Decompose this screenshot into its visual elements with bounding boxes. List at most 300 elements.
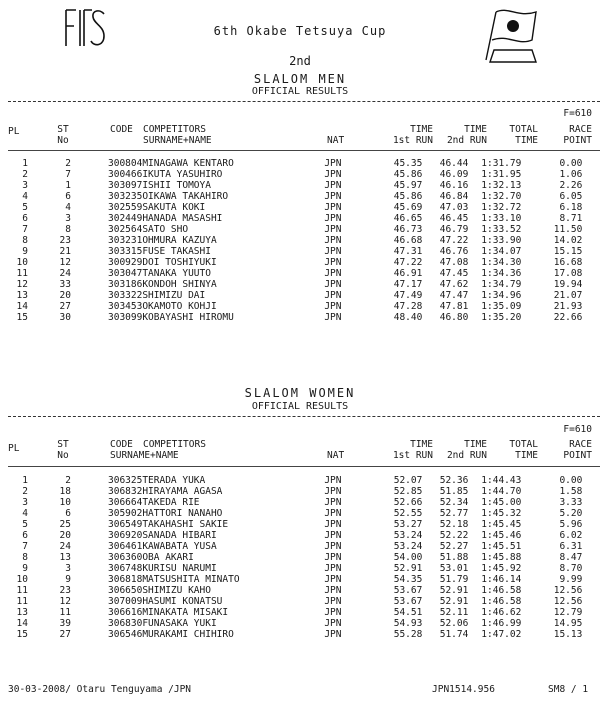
race-points: 8.70 — [559, 563, 583, 574]
table-row — [0, 202, 582, 213]
nation: JPN — [324, 541, 342, 552]
table-row — [0, 279, 582, 290]
competitor-name: OHMURA KAZUYA — [142, 235, 217, 246]
start-number: 8 — [65, 224, 71, 235]
nation: JPN — [324, 257, 342, 268]
place: 4 — [22, 191, 28, 202]
race-points: 3.33 — [559, 497, 583, 508]
run1-time: 52.66 — [393, 497, 423, 508]
spacer — [71, 497, 108, 508]
run1-time: 45.86 — [393, 191, 423, 202]
run2-time: 52.22 — [439, 530, 469, 541]
total-time: 1:33.52 — [481, 224, 522, 235]
footer-date-venue: 30-03-2008/ Otaru Tenguyama /JPN — [8, 684, 192, 695]
total-time: 1:34.30 — [481, 257, 522, 268]
table-row — [0, 618, 582, 629]
nation: JPN — [324, 246, 342, 257]
fis-code: 303097 — [108, 180, 143, 191]
women-section-title: SLALOM WOMEN — [244, 386, 356, 400]
nation: JPN — [324, 475, 342, 486]
place: 5 — [22, 202, 28, 213]
start-number: 20 — [59, 530, 71, 541]
start-number: 13 — [59, 552, 71, 563]
place: 12 — [16, 279, 28, 290]
women-col-point: POINT — [563, 450, 592, 461]
fis-code: 303453 — [108, 301, 143, 312]
fis-code: 302564 — [108, 224, 143, 235]
start-number: 6 — [65, 508, 71, 519]
run2-time: 46.84 — [439, 191, 469, 202]
place: 15 — [16, 312, 28, 323]
competitor-name: KOBAYASHI HIROMU — [142, 312, 234, 323]
fis-code: 306830 — [108, 618, 143, 629]
run2-time: 46.76 — [439, 246, 469, 257]
nation: JPN — [324, 224, 342, 235]
fis-code: 300929 — [108, 257, 143, 268]
run2-time: 51.79 — [439, 574, 469, 585]
men-col-competitors: COMPETITORS — [143, 124, 206, 135]
place: 7 — [22, 224, 28, 235]
start-number: 25 — [59, 519, 71, 530]
total-time: 1:46.58 — [481, 585, 522, 596]
competitor-name: SHIMIZU DAI — [142, 290, 206, 301]
competitor-name: ISHII TOMOYA — [142, 180, 211, 191]
women-top-rule — [8, 416, 600, 417]
men-col-race: RACE — [569, 124, 592, 135]
spacer — [71, 213, 108, 224]
women-col-st: ST — [57, 439, 69, 450]
start-number: 18 — [59, 486, 71, 497]
table-row — [0, 519, 582, 530]
men-col-st-no: No — [57, 135, 69, 146]
men-col-point: POINT — [563, 135, 592, 146]
run1-time: 47.31 — [393, 246, 423, 257]
spacer — [71, 180, 108, 191]
nation: JPN — [324, 235, 342, 246]
table-row — [0, 585, 582, 596]
race-points: 8.47 — [559, 552, 583, 563]
nation: JPN — [324, 629, 342, 640]
place: 9 — [22, 246, 28, 257]
run2-time: 52.36 — [439, 475, 469, 486]
nation: JPN — [324, 213, 342, 224]
place: 2 — [22, 169, 28, 180]
total-time: 1:45.92 — [481, 563, 522, 574]
table-row — [0, 169, 582, 180]
run2-time: 46.16 — [439, 180, 469, 191]
competitor-name: MINAKATA MISAKI — [142, 607, 229, 618]
run2-time: 46.80 — [439, 312, 469, 323]
women-col-race: RACE — [569, 439, 592, 450]
place: 14 — [16, 618, 28, 629]
race-points: 9.99 — [559, 574, 583, 585]
fis-code: 303235 — [108, 191, 143, 202]
race-points: 14.95 — [553, 618, 583, 629]
start-number: 23 — [59, 585, 71, 596]
run2-time: 47.62 — [439, 279, 469, 290]
men-col-code: CODE — [110, 124, 133, 135]
competitor-name: MURAKAMI CHIHIRO — [142, 629, 234, 640]
nation: JPN — [324, 552, 342, 563]
place: 11 — [16, 268, 28, 279]
race-points: 15.13 — [553, 629, 583, 640]
nation: JPN — [324, 191, 342, 202]
run2-time: 52.11 — [439, 607, 469, 618]
race-points: 1.58 — [559, 486, 583, 497]
table-row — [0, 213, 582, 224]
competitor-name: TAKAHASHI SAKIE — [142, 519, 229, 530]
spacer — [71, 574, 108, 585]
run2-time: 51.85 — [439, 486, 469, 497]
total-time: 1:35.20 — [481, 312, 522, 323]
table-row — [0, 596, 582, 607]
race-points: 6.18 — [559, 202, 583, 213]
total-time: 1:45.45 — [481, 519, 522, 530]
run1-time: 45.97 — [393, 180, 423, 191]
spacer — [71, 486, 108, 497]
run2-time: 47.47 — [439, 290, 469, 301]
table-row — [0, 191, 582, 202]
race-points: 8.71 — [559, 213, 583, 224]
place: 4 — [22, 508, 28, 519]
women-col-st-no: No — [57, 450, 69, 461]
start-number: 7 — [65, 169, 71, 180]
place: 1 — [22, 158, 28, 169]
run1-time: 46.91 — [393, 268, 423, 279]
total-time: 1:46.14 — [481, 574, 522, 585]
women-col-time1: TIME — [410, 439, 433, 450]
start-number: 2 — [65, 158, 71, 169]
fis-code: 303186 — [108, 279, 143, 290]
start-number: 3 — [65, 213, 71, 224]
race-points: 15.15 — [553, 246, 583, 257]
fis-code: 306616 — [108, 607, 143, 618]
run1-time: 47.49 — [393, 290, 423, 301]
fis-code: 306360 — [108, 552, 143, 563]
run2-time: 46.79 — [439, 224, 469, 235]
fis-code: 306832 — [108, 486, 143, 497]
event-title: 6th Okabe Tetsuya Cup — [213, 24, 387, 38]
nation: JPN — [324, 618, 342, 629]
women-f-value: F=610 — [563, 424, 592, 435]
run2-time: 47.03 — [439, 202, 469, 213]
women-header-rule — [8, 466, 600, 467]
total-time: 1:35.09 — [481, 301, 522, 312]
women-col-2nd-run: 2nd RUN — [446, 450, 487, 461]
fis-code: 306748 — [108, 563, 143, 574]
men-col-nat: NAT — [327, 135, 345, 146]
men-col-total-time: TIME — [515, 135, 538, 146]
race-points: 17.08 — [553, 268, 583, 279]
nation: JPN — [324, 169, 342, 180]
run2-time: 53.01 — [439, 563, 469, 574]
race-points: 19.94 — [553, 279, 583, 290]
total-time: 1:34.07 — [481, 246, 522, 257]
total-time: 1:45.88 — [481, 552, 522, 563]
run1-time: 48.40 — [393, 312, 423, 323]
fis-code: 300466 — [108, 169, 143, 180]
run1-time: 47.17 — [393, 279, 423, 290]
run2-time: 46.45 — [439, 213, 469, 224]
competitor-name: TAKEDA RIE — [142, 497, 200, 508]
start-number: 3 — [65, 563, 71, 574]
run2-time: 47.08 — [439, 257, 469, 268]
total-time: 1:34.96 — [481, 290, 522, 301]
run1-time: 53.67 — [393, 596, 423, 607]
men-section-subtitle: OFFICIAL RESULTS — [251, 86, 349, 97]
total-time: 1:32.13 — [481, 180, 522, 191]
men-col-2nd-run: 2nd RUN — [446, 135, 487, 146]
start-number: 6 — [65, 191, 71, 202]
nation: JPN — [324, 202, 342, 213]
place: 1 — [22, 475, 28, 486]
competitor-name: KONDOH SHINYA — [142, 279, 217, 290]
race-points: 5.20 — [559, 508, 583, 519]
fis-code: 306920 — [108, 530, 143, 541]
competitor-name: OKAMOTO KOHJI — [142, 301, 217, 312]
fis-code: 306461 — [108, 541, 143, 552]
men-col-time2: TIME — [464, 124, 487, 135]
men-f-value: F=610 — [563, 108, 592, 119]
race-points: 6.31 — [559, 541, 583, 552]
fis-code: 303047 — [108, 268, 143, 279]
nation: JPN — [324, 585, 342, 596]
place: 11 — [16, 585, 28, 596]
fis-code: 302559 — [108, 202, 143, 213]
race-points: 14.02 — [553, 235, 583, 246]
fis-code: 307009 — [108, 596, 143, 607]
competitor-name: TANAKA YUUTO — [142, 268, 211, 279]
run1-time: 52.07 — [393, 475, 423, 486]
fis-code: 306818 — [108, 574, 143, 585]
women-col-time2: TIME — [464, 439, 487, 450]
race-points: 6.05 — [559, 191, 583, 202]
spacer — [71, 629, 108, 640]
race-points: 21.93 — [553, 301, 583, 312]
fis-code: 303099 — [108, 312, 143, 323]
competitor-name: SHIMIZU KAHO — [142, 585, 211, 596]
men-col-time1: TIME — [410, 124, 433, 135]
spacer — [71, 246, 108, 257]
men-section-title: SLALOM MEN — [253, 72, 347, 86]
competitor-name: KURISU NARUMI — [142, 563, 217, 574]
start-number: 4 — [65, 202, 71, 213]
run1-time: 54.51 — [393, 607, 423, 618]
table-row — [0, 158, 582, 169]
run2-time: 52.91 — [439, 596, 469, 607]
table-row — [0, 224, 582, 235]
run1-time: 47.22 — [393, 257, 423, 268]
place: 14 — [16, 301, 28, 312]
run1-time: 45.69 — [393, 202, 423, 213]
run1-time: 46.73 — [393, 224, 423, 235]
spacer — [71, 235, 108, 246]
run2-time: 52.91 — [439, 585, 469, 596]
race-points: 0.00 — [559, 158, 583, 169]
place: 15 — [16, 629, 28, 640]
run2-time: 52.27 — [439, 541, 469, 552]
nation: JPN — [324, 290, 342, 301]
run1-time: 45.35 — [393, 158, 423, 169]
run1-time: 55.28 — [393, 629, 423, 640]
run1-time: 46.68 — [393, 235, 423, 246]
run1-time: 45.86 — [393, 169, 423, 180]
competitor-name: SANADA HIBARI — [142, 530, 217, 541]
men-col-pl: PL — [8, 126, 20, 137]
place: 13 — [16, 607, 28, 618]
competitor-name: MINAGAWA KENTARO — [142, 158, 234, 169]
men-col-1st-run: 1st RUN — [392, 135, 433, 146]
start-number: 27 — [59, 301, 71, 312]
run1-time: 53.27 — [393, 519, 423, 530]
run2-time: 52.06 — [439, 618, 469, 629]
men-col-total: TOTAL — [509, 124, 538, 135]
women-col-competitors: COMPETITORS — [143, 439, 206, 450]
total-time: 1:32.72 — [481, 202, 522, 213]
women-col-total: TOTAL — [509, 439, 538, 450]
start-number: 39 — [59, 618, 71, 629]
footer-page: SM8 / 1 — [548, 684, 589, 695]
spacer — [71, 257, 108, 268]
nation: JPN — [324, 268, 342, 279]
spacer — [71, 541, 108, 552]
spacer — [71, 224, 108, 235]
place: 5 — [22, 519, 28, 530]
run1-time: 47.28 — [393, 301, 423, 312]
spacer — [71, 191, 108, 202]
competitor-name: TERADA YUKA — [142, 475, 206, 486]
total-time: 1:44.70 — [481, 486, 522, 497]
start-number: 9 — [65, 574, 71, 585]
competitor-name: IKUTA YASUHIRO — [142, 169, 223, 180]
start-number: 12 — [59, 596, 71, 607]
fis-code: 303322 — [108, 290, 143, 301]
start-number: 21 — [59, 246, 71, 257]
men-header-rule — [8, 150, 600, 151]
spacer — [71, 618, 108, 629]
competitor-name: MATSUSHITA MINATO — [142, 574, 240, 585]
spacer — [71, 585, 108, 596]
race-points: 11.50 — [553, 224, 583, 235]
table-row — [0, 290, 582, 301]
run2-time: 47.81 — [439, 301, 469, 312]
place: 6 — [22, 530, 28, 541]
place: 10 — [16, 574, 28, 585]
fis-code: 306664 — [108, 497, 143, 508]
place: 2 — [22, 486, 28, 497]
race-points: 16.68 — [553, 257, 583, 268]
run2-time: 51.88 — [439, 552, 469, 563]
fis-code: 303231 — [108, 235, 143, 246]
nation: JPN — [324, 596, 342, 607]
spacer — [71, 519, 108, 530]
race-points: 1.06 — [559, 169, 583, 180]
place: 10 — [16, 257, 28, 268]
competitor-name: SATO SHO — [142, 224, 189, 235]
competitor-name: HATTORI NANAHO — [142, 508, 223, 519]
race-points: 2.26 — [559, 180, 583, 191]
spacer — [71, 552, 108, 563]
start-number: 24 — [59, 268, 71, 279]
start-number: 20 — [59, 290, 71, 301]
total-time: 1:45.00 — [481, 497, 522, 508]
table-row — [0, 312, 582, 323]
fis-code: 306650 — [108, 585, 143, 596]
start-number: 27 — [59, 629, 71, 640]
run1-time: 52.85 — [393, 486, 423, 497]
place: 7 — [22, 541, 28, 552]
table-row — [0, 574, 582, 585]
table-row — [0, 246, 582, 257]
nation: JPN — [324, 158, 342, 169]
total-time: 1:33.90 — [481, 235, 522, 246]
nation: JPN — [324, 508, 342, 519]
competitor-name: KAWABATA YUSA — [142, 541, 217, 552]
table-row — [0, 486, 582, 497]
place: 3 — [22, 497, 28, 508]
competitor-name: HASUMI KONATSU — [142, 596, 223, 607]
spacer — [71, 279, 108, 290]
spacer — [71, 607, 108, 618]
table-row — [0, 180, 582, 191]
nation: JPN — [324, 530, 342, 541]
competitor-name: OIKAWA TAKAHIRO — [142, 191, 229, 202]
women-col-1st-run: 1st RUN — [392, 450, 433, 461]
run1-time: 53.24 — [393, 541, 423, 552]
table-row — [0, 301, 582, 312]
fis-code: 306325 — [108, 475, 143, 486]
men-col-surname-name: SURNAME+NAME — [143, 135, 212, 146]
run2-time: 47.22 — [439, 235, 469, 246]
start-number: 2 — [65, 475, 71, 486]
table-row — [0, 563, 582, 574]
footer-code: JPN1514.956 — [432, 684, 495, 695]
race-points: 12.56 — [553, 596, 583, 607]
total-time: 1:33.10 — [481, 213, 522, 224]
nation: JPN — [324, 574, 342, 585]
total-time: 1:31.79 — [481, 158, 522, 169]
competitor-name: DOI TOSHIYUKI — [142, 257, 217, 268]
place: 8 — [22, 552, 28, 563]
women-col-pl: PL — [8, 443, 20, 454]
competitor-name: FUNASAKA YUKI — [142, 618, 217, 629]
total-time: 1:46.62 — [481, 607, 522, 618]
total-time: 1:45.51 — [481, 541, 522, 552]
total-time: 1:46.58 — [481, 596, 522, 607]
women-results-table — [0, 475, 582, 640]
race-points: 21.07 — [553, 290, 583, 301]
table-row — [0, 552, 582, 563]
spacer — [71, 596, 108, 607]
run1-time: 54.93 — [393, 618, 423, 629]
table-row — [0, 508, 582, 519]
race-points: 6.02 — [559, 530, 583, 541]
competitor-name: FUSE TAKASHI — [142, 246, 211, 257]
fis-code: 300804 — [108, 158, 143, 169]
run1-time: 46.65 — [393, 213, 423, 224]
spacer — [71, 563, 108, 574]
women-col-total-time: TIME — [515, 450, 538, 461]
place: 8 — [22, 235, 28, 246]
start-number: 11 — [59, 607, 71, 618]
spacer — [71, 290, 108, 301]
table-row — [0, 629, 582, 640]
run1-time: 53.67 — [393, 585, 423, 596]
place: 13 — [16, 290, 28, 301]
run2-time: 47.45 — [439, 268, 469, 279]
total-time: 1:45.32 — [481, 508, 522, 519]
run1-time: 54.00 — [393, 552, 423, 563]
